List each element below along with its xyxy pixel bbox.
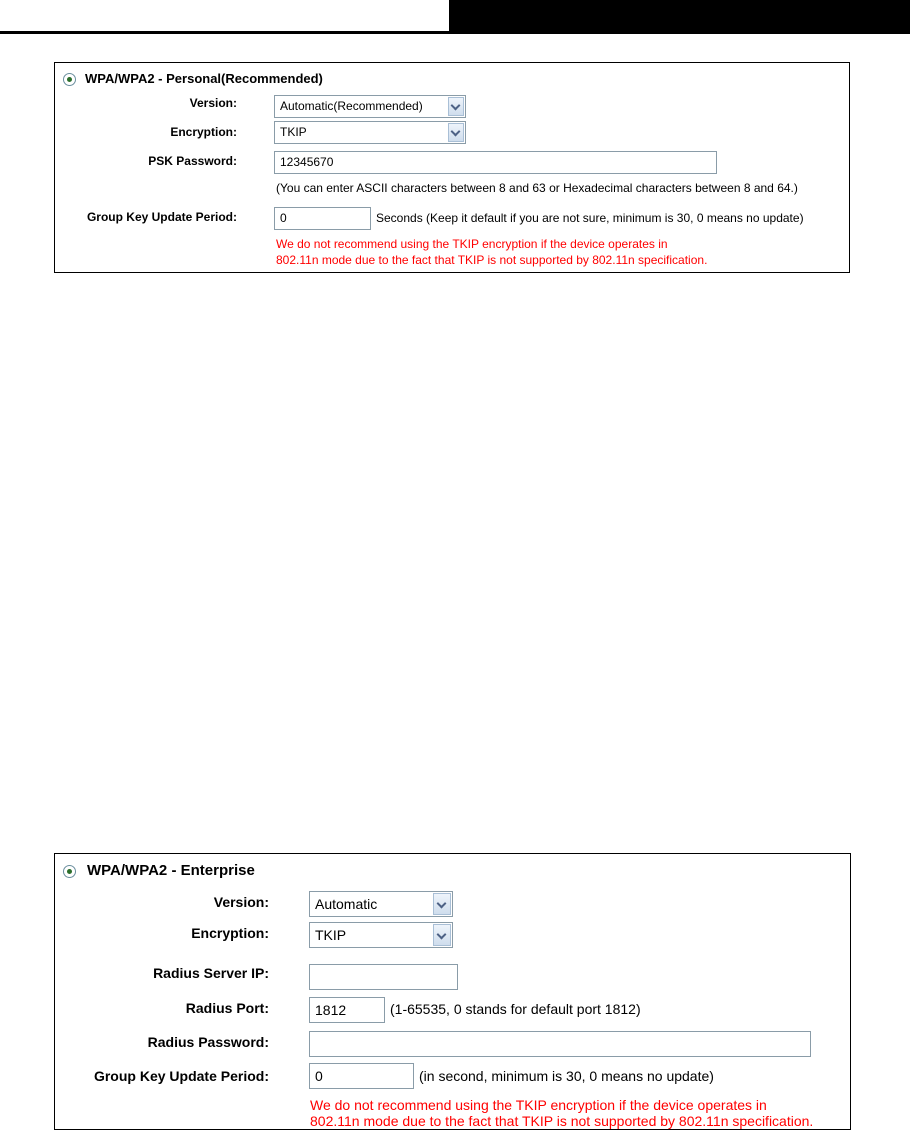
tkip-warning-line2: 802.11n mode due to the fact that TKIP is not supported by 802.11n specification. bbox=[276, 253, 708, 267]
radius-password-input[interactable] bbox=[309, 1031, 811, 1057]
psk-password-input[interactable]: 12345670 bbox=[274, 151, 717, 174]
tkip-warning-line2: 802.11n mode due to the fact that TKIP is not supported by 802.11n specification. bbox=[310, 1113, 814, 1129]
chevron-down-icon bbox=[433, 924, 451, 946]
radius-port-input[interactable]: 1812 bbox=[309, 997, 385, 1023]
header-rule bbox=[0, 31, 910, 34]
radius-password-label: Radius Password: bbox=[147, 1034, 269, 1050]
chevron-down-icon bbox=[433, 893, 451, 915]
group-key-input[interactable]: 0 bbox=[274, 207, 371, 230]
chevron-down-icon bbox=[448, 123, 464, 142]
encryption-select-value: TKIP bbox=[280, 125, 307, 139]
group-key-label: Group Key Update Period: bbox=[86, 210, 237, 224]
psk-password-label: PSK Password: bbox=[148, 154, 237, 168]
version-label: Version: bbox=[189, 96, 237, 110]
radius-server-ip-label: Radius Server IP: bbox=[153, 965, 269, 981]
wpa-enterprise-panel bbox=[54, 853, 851, 1130]
wpa-enterprise-title: WPA/WPA2 - Enterprise bbox=[87, 862, 255, 879]
radius-port-label: Radius Port: bbox=[185, 1000, 269, 1016]
group-key-hint: Seconds (Keep it default if you are not sure, minimum is 30, 0 means no update) bbox=[376, 211, 804, 225]
tkip-warning-line1: We do not recommend using the TKIP encryption if the device operates in bbox=[276, 237, 668, 251]
header-bar bbox=[449, 0, 910, 33]
psk-password-hint: (You can enter ASCII characters between 8 and 63 or Hexadecimal characters between 8 and 64.) bbox=[276, 181, 798, 195]
version-select-value: Automatic bbox=[315, 896, 378, 912]
version-select[interactable] bbox=[274, 95, 466, 118]
version-label: Version: bbox=[213, 894, 269, 910]
wpa-personal-radio[interactable] bbox=[63, 73, 76, 86]
chevron-down-icon bbox=[448, 97, 464, 116]
encryption-select-value: TKIP bbox=[315, 927, 347, 943]
wpa-personal-panel bbox=[54, 62, 850, 273]
tkip-warning-line1: We do not recommend using the TKIP encryption if the device operates in bbox=[310, 1097, 767, 1113]
version-select-value: Automatic(Recommended) bbox=[280, 99, 423, 113]
group-key-hint: (in second, minimum is 30, 0 means no update) bbox=[419, 1068, 714, 1084]
encryption-label: Encryption: bbox=[170, 125, 237, 139]
wpa-enterprise-radio[interactable] bbox=[63, 865, 76, 878]
encryption-select[interactable] bbox=[309, 922, 453, 948]
version-select[interactable] bbox=[309, 891, 453, 917]
group-key-input[interactable]: 0 bbox=[309, 1063, 414, 1089]
encryption-select[interactable] bbox=[274, 121, 466, 144]
radius-server-ip-input[interactable] bbox=[309, 964, 458, 990]
wpa-personal-title: WPA/WPA2 - Personal(Recommended) bbox=[85, 71, 323, 86]
group-key-label: Group Key Update Period: bbox=[93, 1068, 269, 1084]
encryption-label: Encryption: bbox=[191, 925, 269, 941]
radius-port-hint: (1-65535, 0 stands for default port 1812) bbox=[390, 1001, 641, 1017]
